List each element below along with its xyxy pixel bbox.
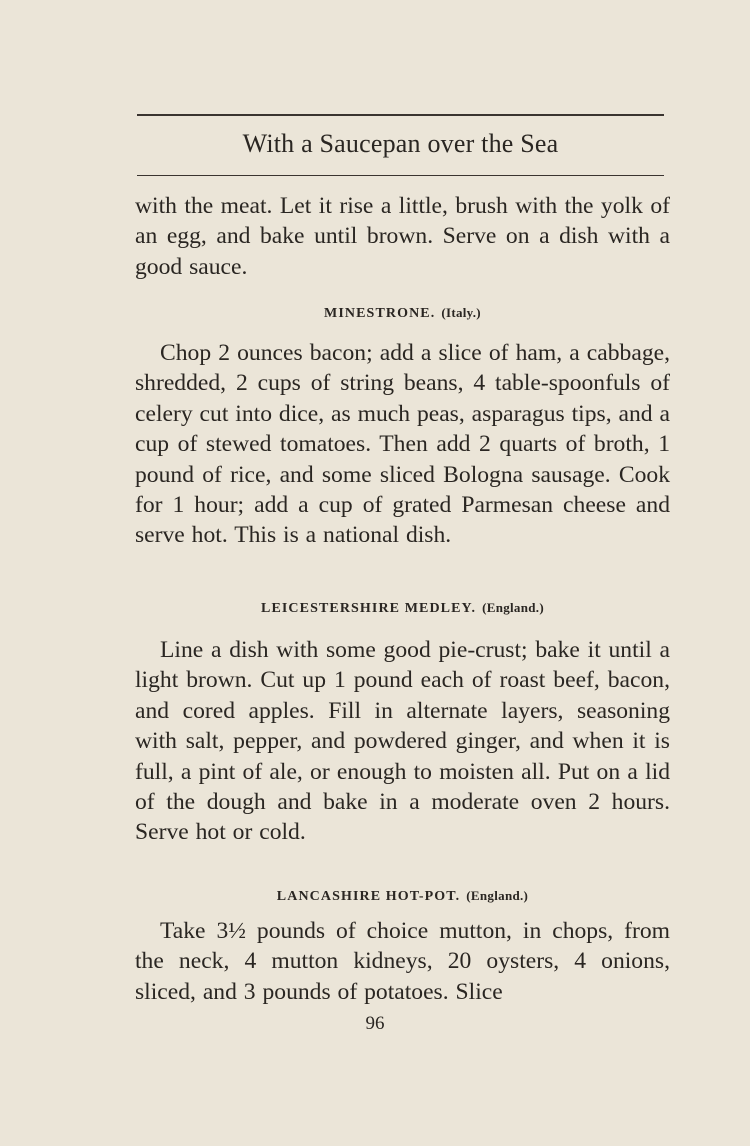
recipe-title: MINESTRONE. [324, 306, 436, 321]
recipe-body-leicestershire-medley [135, 635, 670, 848]
continuation-block [135, 191, 670, 282]
recipe-title: LEICESTERSHIRE MEDLEY. [261, 601, 477, 616]
recipe-origin: (England.) [466, 888, 529, 903]
recipe-title: LANCASHIRE HOT-POT. [276, 889, 461, 904]
recipe-origin: (England.) [482, 600, 544, 615]
continuation-paragraph: with the meat. Let it rise a little, brush with the yolk of an egg, and bake until brown. Serve on a dish with a good sauce. [135, 193, 670, 280]
recipe-paragraph: Line a dish with some good pie-crust; bake it until a light brown. Cut up 1 pound each of roast beef, bacon, and cored apples. Fill in alternate layers, seasoning with salt, pepper, and powdered ginger, and when it is full, a pint of ale, or enough to moisten all. Put on a lid of the dough and bake in a moderate oven 2 hours. Serve hot or cold. [135, 637, 670, 846]
recipe-body-minestrone [135, 338, 670, 551]
recipe-body-lancashire-hot-pot [135, 916, 670, 1007]
page-number: 96 [365, 1013, 385, 1034]
running-head: With a Saucepan over the Sea [242, 129, 559, 158]
recipe-paragraph: Chop 2 ounces bacon; add a slice of ham, a cabbage, shredded, 2 cups of string beans, 4 table-spoonfuls of celery cut into dice, as much peas, asparagus tips, and a cup of stewed tomatoes. Then add 2 quarts of broth, 1 pound of rice, and some sliced Bologna sausage. Cook for 1 hour; add a cup of grated Parmesan cheese and serve hot. This is a national dish. [135, 340, 670, 549]
recipe-heading-minestrone [135, 305, 670, 322]
recipe-heading-leicestershire-medley [135, 600, 670, 617]
recipe-paragraph: Take 3½ pounds of choice mutton, in chops, from the neck, 4 mutton kidneys, 20 oysters, 4 onions, sliced, and 3 pounds of potatoes. Slice [135, 918, 670, 1005]
recipe-origin: (Italy.) [441, 305, 481, 320]
header-top-rule [137, 114, 664, 116]
header-bottom-rule [137, 175, 664, 176]
recipe-heading-lancashire-hot-pot [135, 888, 670, 905]
